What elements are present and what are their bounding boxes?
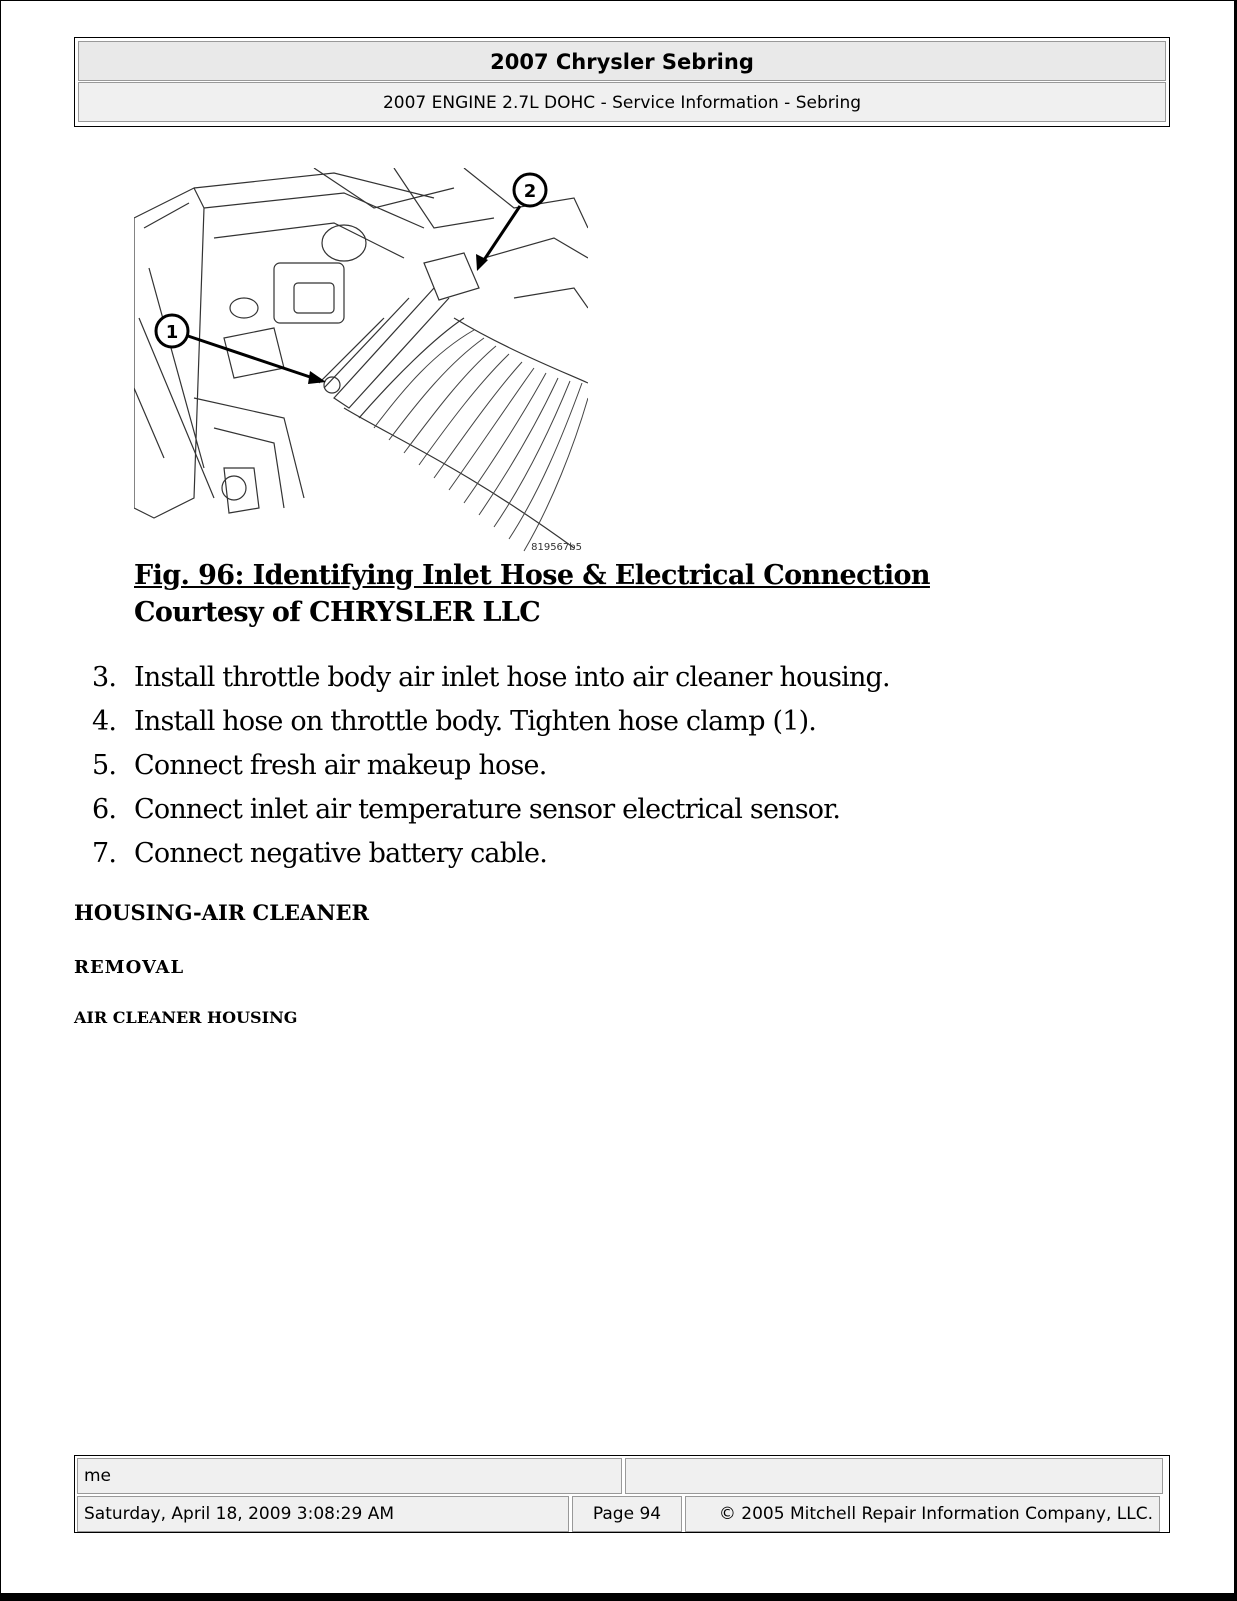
step-number: 5.: [92, 750, 117, 781]
step-number: 3.: [92, 662, 117, 693]
list-item: [92, 832, 890, 876]
document-header: [74, 37, 1170, 127]
step-number: 6.: [92, 794, 117, 825]
footer-user: me: [77, 1458, 622, 1494]
footer-page-number: Page 94: [572, 1496, 682, 1532]
list-item: [92, 656, 890, 700]
step-number: 4.: [92, 706, 117, 737]
image-code: 819567b5: [531, 542, 582, 553]
document-title: 2007 Chrysler Sebring: [78, 41, 1166, 81]
step-text: Connect fresh air makeup hose.: [134, 750, 547, 781]
document-subtitle: 2007 ENGINE 2.7L DOHC - Service Information - Sebring: [78, 82, 1166, 122]
step-text: Install hose on throttle body. Tighten hose clamp (1).: [134, 706, 817, 737]
step-text: Install throttle body air inlet hose into air cleaner housing.: [134, 662, 890, 693]
callout-2-label: 2: [523, 181, 537, 202]
section-heading-air-cleaner-housing: AIR CLEANER HOUSING: [74, 1008, 298, 1027]
list-item: [92, 700, 890, 744]
step-number: 7.: [92, 838, 117, 869]
footer-datetime: Saturday, April 18, 2009 3:08:29 AM: [77, 1496, 569, 1532]
list-item: [92, 744, 890, 788]
installation-steps: [92, 656, 890, 876]
list-item: [92, 788, 890, 832]
figure-credit: Courtesy of CHRYSLER LLC: [134, 597, 541, 628]
step-text: Connect inlet air temperature sensor electrical sensor.: [134, 794, 841, 825]
footer-copyright: © 2005 Mitchell Repair Information Company, LLC.: [685, 1496, 1160, 1532]
document-footer: [74, 1455, 1170, 1533]
footer-blank-cell: [625, 1458, 1163, 1494]
engine-illustration: [134, 168, 588, 554]
step-text: Connect negative battery cable.: [134, 838, 547, 869]
callout-1-label: 1: [165, 322, 179, 343]
section-heading-housing: HOUSING-AIR CLEANER: [74, 900, 369, 925]
section-heading-removal: REMOVAL: [74, 957, 185, 978]
figure-caption: Fig. 96: Identifying Inlet Hose & Electrical Connection: [134, 560, 930, 591]
